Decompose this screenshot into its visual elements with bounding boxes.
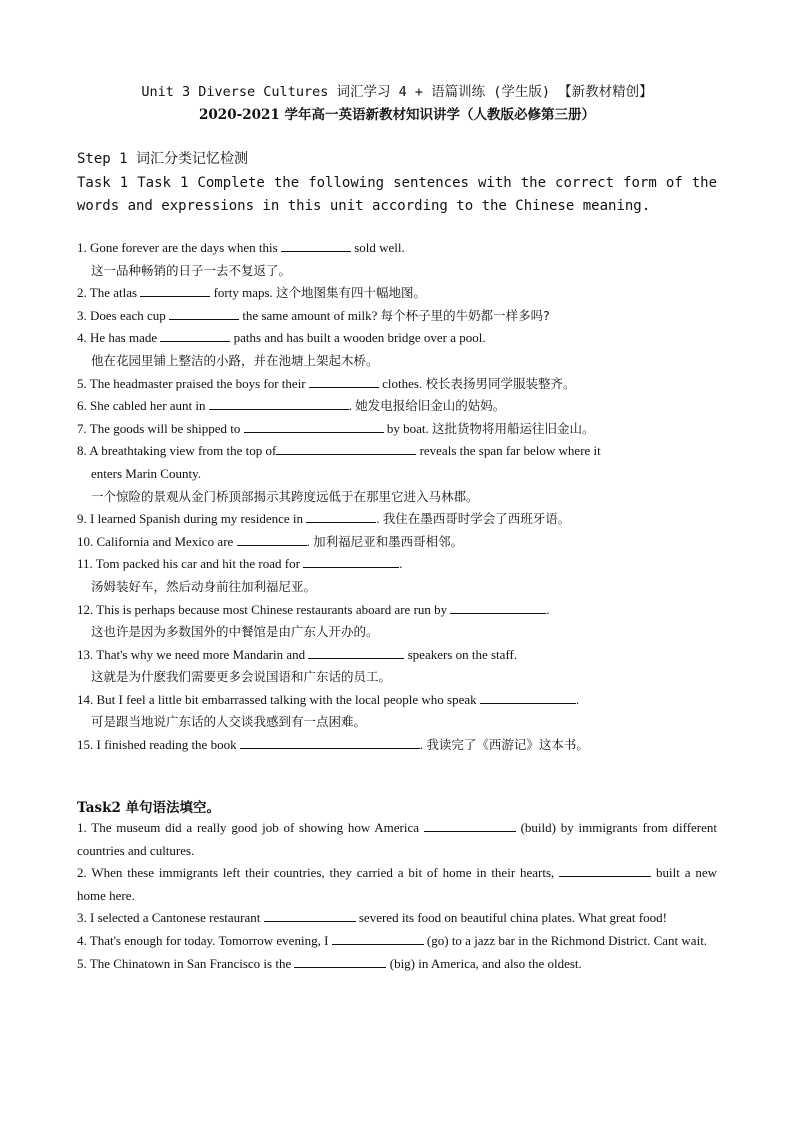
item-text: . [306, 533, 310, 549]
item-number: 12. [77, 601, 94, 617]
item-text: (go) to a jazz bar in the Richmond District. Cant wait. [426, 932, 708, 948]
translation: 这批货物将用船运往旧金山。 [431, 420, 595, 436]
item-text: A breathtaking view from the top of [89, 443, 277, 459]
item-text: speakers on the staff. [407, 646, 518, 662]
list-item [77, 282, 717, 305]
item-text: clothes. [382, 375, 423, 391]
blank-line[interactable] [559, 863, 651, 877]
item-text: This is perhaps because most Chinese restaurants aboard are run by [96, 601, 448, 617]
item-number: 14. [77, 691, 94, 707]
list-item [77, 862, 717, 907]
item-text: That's why we need more Mandarin and [96, 646, 306, 662]
task2-list [77, 817, 717, 975]
translation: 可是跟当地说广东话的人交谈我感到有一点困难。 [91, 714, 367, 730]
item-text: by boat. [386, 420, 429, 436]
list-item [77, 395, 717, 418]
item-number: 6. [77, 398, 87, 414]
task1-instruction: Task 1 Task 1 Complete the following sentences with the correct form of the words and expressions in this unit according to the Chinese meaning. [77, 175, 717, 214]
blank-line[interactable] [480, 690, 576, 704]
item-text: the same amount of milk? [242, 307, 378, 323]
item-number: 8. [77, 443, 87, 459]
list-item [77, 599, 717, 622]
item-text: The Chinatown in San Francisco is the [89, 955, 292, 971]
item-number: 1. [77, 240, 87, 255]
item-text: He has made [90, 330, 158, 346]
item-text: . [399, 556, 403, 572]
item-text: paths and has built a wooden bridge over a pool. [233, 330, 486, 346]
step1-heading: Step 1 词汇分类记忆检测 [77, 151, 249, 167]
task2-heading: Task2 单句语法填空。 [77, 800, 221, 816]
title-line-2: 2020-2021 学年高一英语新教材知识讲学（人教版必修第三册） [199, 107, 595, 123]
item-text: Tom packed his car and hit the road for [95, 556, 300, 572]
translation: 这个地图集有四十幅地图。 [276, 285, 427, 301]
list-item [77, 953, 717, 976]
translation: 加利福尼亚和墨西哥相邻。 [313, 533, 464, 549]
blank-line[interactable] [276, 441, 416, 455]
translation: 我读完了《西游记》这本书。 [426, 737, 589, 753]
list-item [77, 817, 717, 862]
item-number: 13. [77, 646, 94, 662]
item-number: 5. [77, 955, 87, 971]
item-number: 3. [77, 307, 87, 323]
blank-line[interactable] [281, 238, 351, 252]
translation: 这就是为什麽我们需要更多会说国语和广东话的员工。 [91, 669, 392, 685]
translation: 每个杯子里的牛奶都一样多吗? [380, 307, 550, 323]
blank-line[interactable] [308, 645, 404, 659]
item-continuation: enters Marin County. [91, 465, 201, 481]
blank-line[interactable] [306, 509, 376, 523]
blank-line[interactable] [244, 419, 384, 433]
blank-line[interactable] [240, 735, 420, 749]
list-item [77, 440, 717, 463]
blank-line[interactable] [303, 554, 399, 568]
item-text: . [419, 737, 424, 753]
item-text: . [546, 601, 550, 617]
item-text: built a new home here. [77, 865, 717, 903]
title-line-1: Unit 3 Diverse Cultures 词汇学习 4 + 语篇训练 (学生版) 【新教材精创】 [141, 84, 653, 100]
blank-line[interactable] [264, 908, 356, 922]
list-item [77, 373, 717, 396]
item-text: . [575, 691, 580, 707]
item-number: 4. [77, 330, 87, 346]
item-number: 2. [77, 865, 87, 881]
item-text: reveals the span far below where it [419, 443, 601, 459]
blank-line[interactable] [209, 396, 349, 410]
blank-line[interactable] [237, 532, 307, 546]
blank-line[interactable] [140, 283, 210, 297]
item-text: I learned Spanish during my residence in [90, 511, 303, 527]
item-text: . [348, 398, 353, 414]
item-number: 4. [77, 932, 87, 948]
item-text: The museum did a really good job of showing how America [91, 820, 420, 835]
translation: 一个惊险的景观从金门桥顶部揭示其跨度远低于在那里它进入马林郡。 [91, 488, 479, 504]
list-item [77, 734, 717, 757]
item-text: forty maps. [213, 285, 273, 301]
translation: 这也许是因为多数国外的中餐馆是由广东人开办的。 [91, 624, 379, 640]
list-item [77, 508, 717, 531]
item-number: 1. [77, 820, 87, 835]
item-text: California and Mexico are [96, 533, 234, 549]
item-text: She cabled her aunt in [90, 398, 206, 414]
list-item [77, 327, 717, 350]
item-text: When these immigrants left their countries, they carried a bit of home in their hearts, [91, 865, 555, 881]
list-item [77, 418, 717, 441]
item-text: Does each cup [90, 307, 166, 323]
item-number: 5. [77, 375, 87, 391]
item-text: The goods will be shipped to [89, 420, 241, 436]
list-item [77, 553, 717, 576]
list-item [77, 305, 717, 328]
translation: 我住在墨西哥时学会了西班牙语。 [382, 511, 571, 527]
blank-line[interactable] [309, 374, 379, 388]
item-text: The headmaster praised the boys for their [89, 375, 306, 391]
translation: 校长表扬男同学服装整齐。 [425, 375, 576, 391]
list-item [77, 644, 717, 667]
blank-line[interactable] [160, 328, 230, 342]
task1-list [77, 237, 717, 757]
item-number: 2. [77, 285, 87, 301]
item-text: But I feel a little bit embarrassed talking with the local people who speak [96, 691, 477, 707]
item-text: I finished reading the book [96, 737, 237, 753]
item-text: The atlas [89, 285, 138, 301]
item-text: Gone forever are the days when this [90, 240, 278, 255]
blank-line[interactable] [294, 954, 386, 968]
item-text: I selected a Cantonese restaurant [90, 910, 261, 926]
item-text: sold well. [354, 240, 405, 255]
translation: 这一品种畅销的日子一去不复返了。 [91, 262, 292, 278]
blank-line[interactable] [169, 306, 239, 320]
item-number: 3. [77, 910, 87, 926]
item-text: (big) in America, and also the oldest. [389, 955, 582, 971]
item-number: 15. [77, 737, 94, 753]
blank-line[interactable] [424, 818, 516, 832]
item-text: severed its food on beautiful china plates. What great food! [358, 910, 667, 926]
translation: 他在花园里铺上整洁的小路，并在池塘上架起木桥。 [91, 352, 379, 368]
list-item [77, 237, 717, 260]
translation: 汤姆装好车，然后动身前往加利福尼亚。 [91, 578, 317, 594]
blank-line[interactable] [332, 931, 424, 945]
item-number: 9. [77, 511, 87, 527]
item-text: . [376, 511, 380, 527]
translation: 她发电报给旧金山的姑妈。 [355, 398, 506, 414]
item-text: (build) by immigrants from different countries and cultures. [77, 820, 718, 858]
list-item [77, 689, 717, 712]
item-number: 11. [77, 556, 93, 572]
blank-line[interactable] [450, 600, 546, 614]
item-number: 10. [77, 533, 94, 549]
list-item [77, 930, 717, 953]
list-item [77, 531, 717, 554]
list-item [77, 907, 717, 930]
item-text: That's enough for today. Tomorrow evening, I [89, 932, 329, 948]
item-number: 7. [77, 420, 87, 436]
